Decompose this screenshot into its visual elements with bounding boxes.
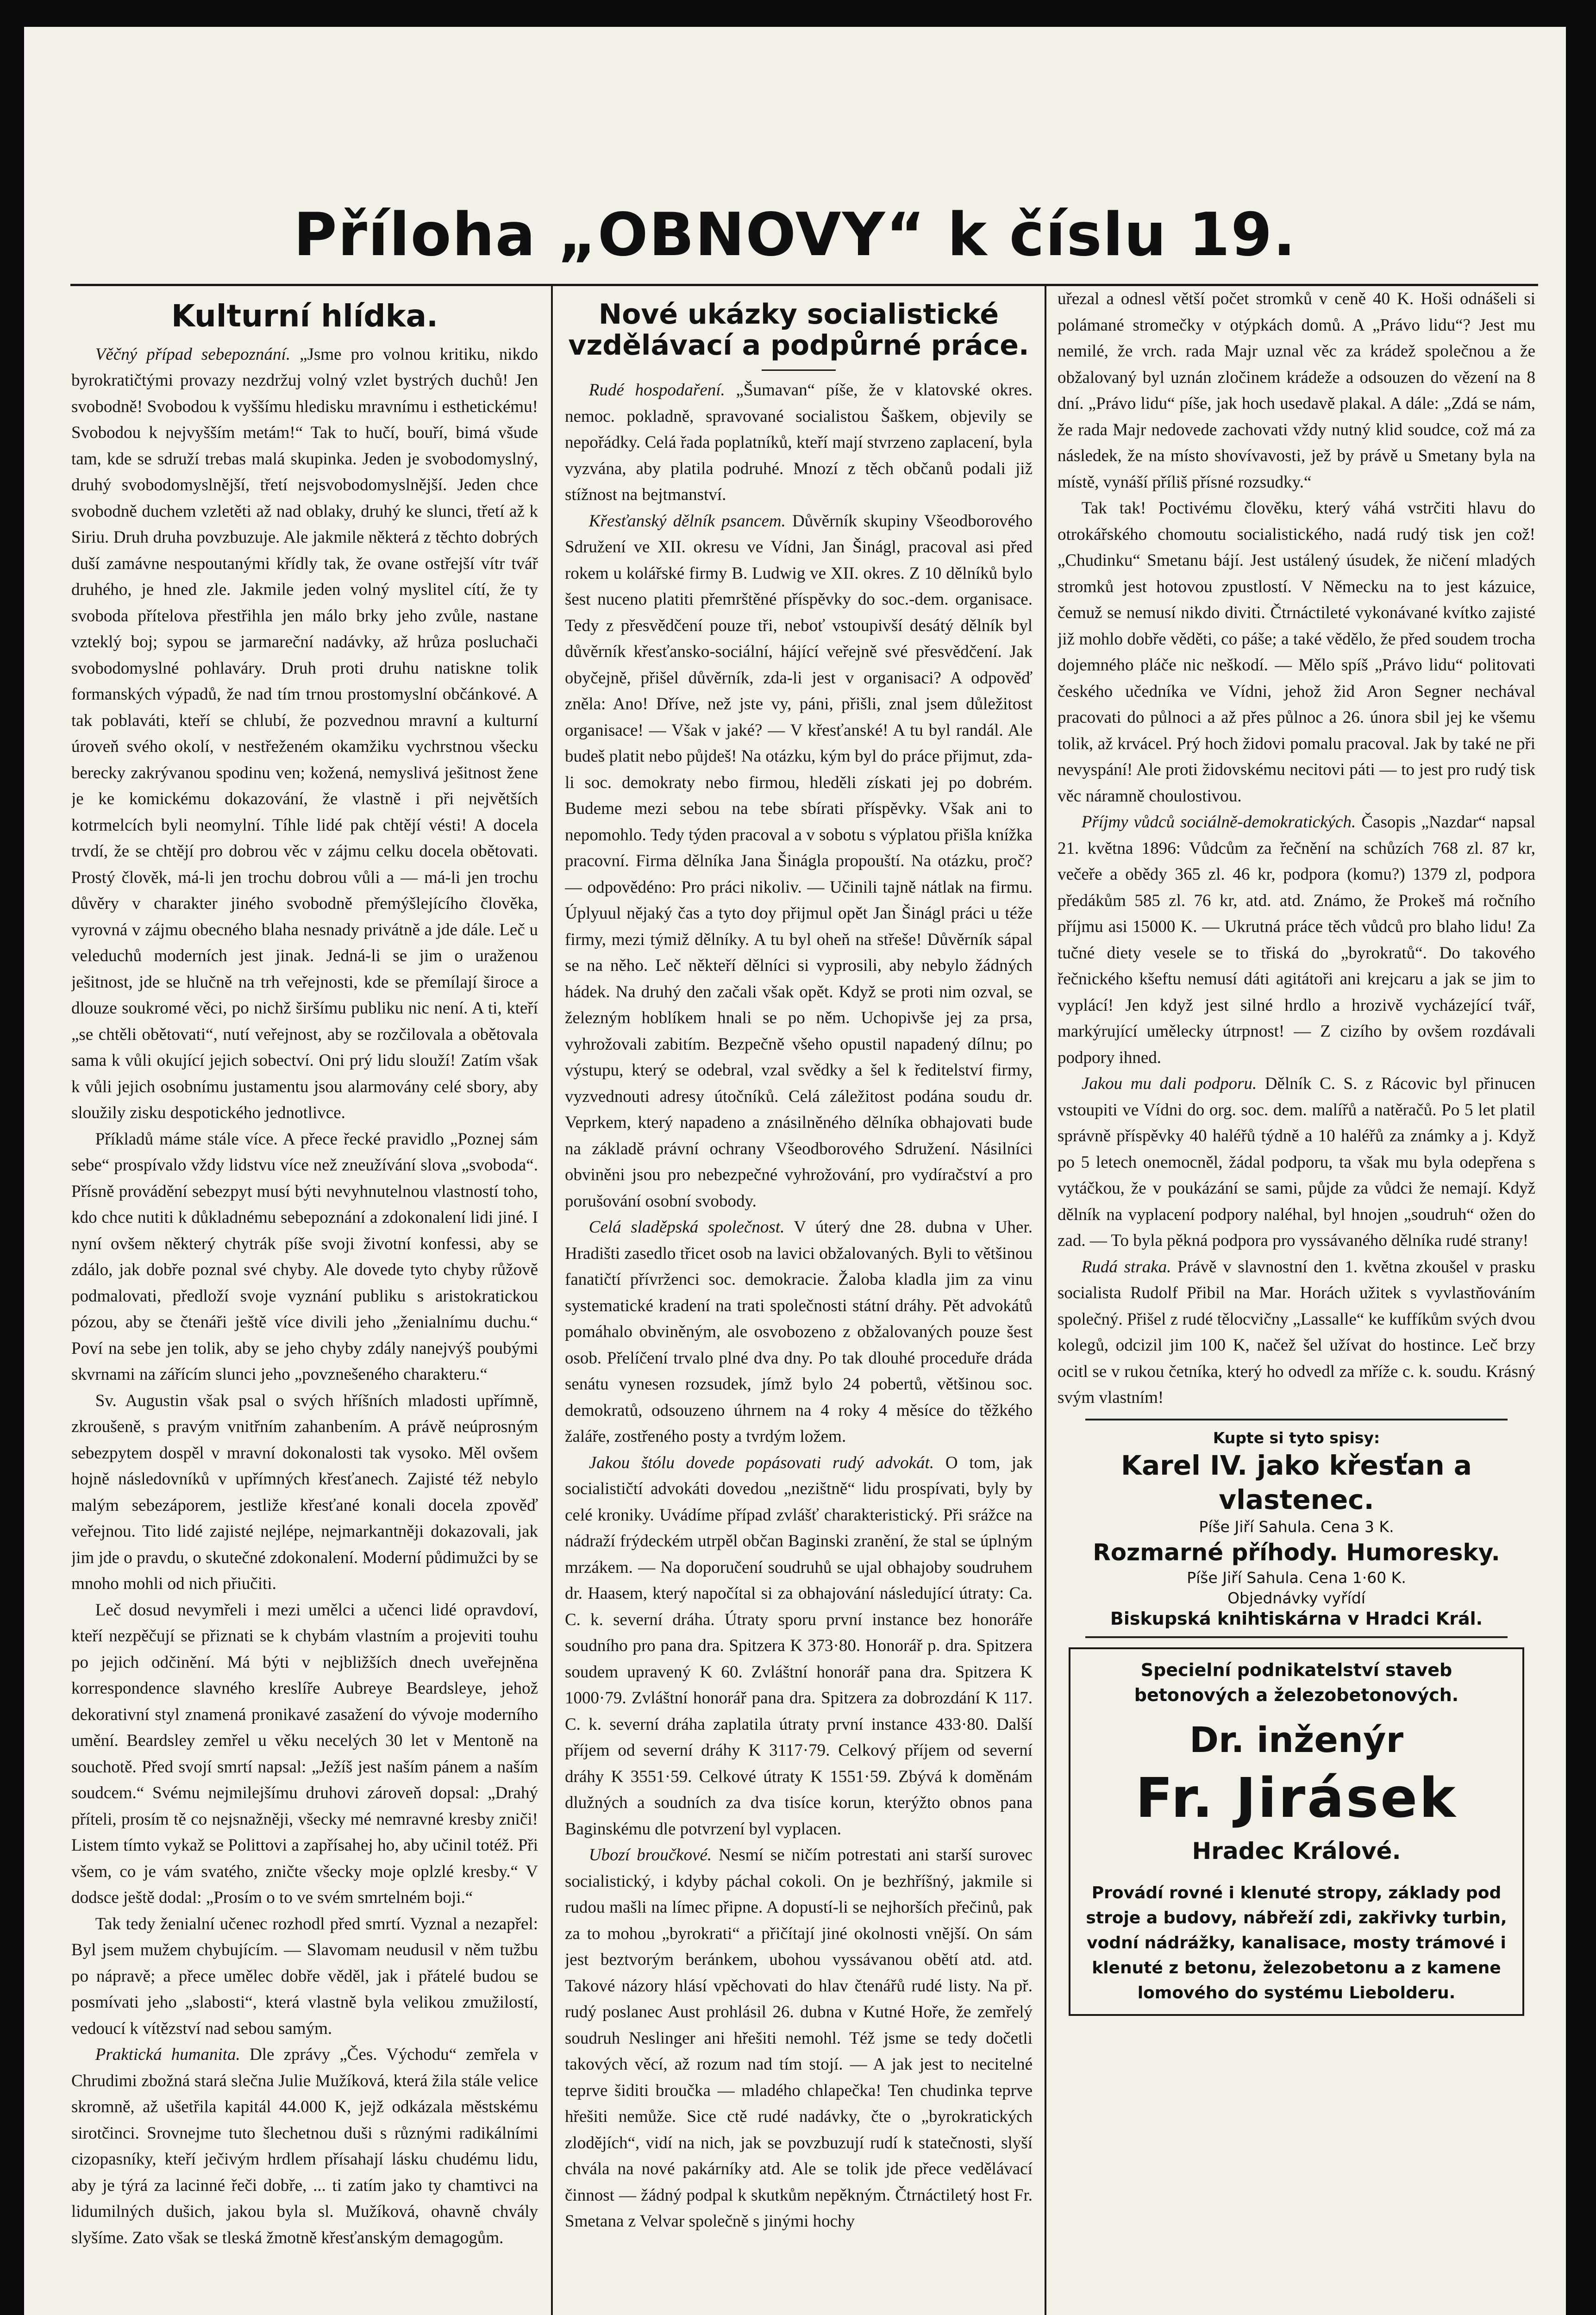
column-culture: [71, 286, 538, 2315]
article-paragraph: Tak tedy ženialní učenec rozhodl před smrtí. Vyznal a nezapřel: Byl jsem mužem chybujícím. — Slavomam neudusil v něm tužbu po nápravě; a přece umělec dobře věděl, jak i přátelé budou se posmívati jeho „slabosti“, která vlastně byla velikou zmužilostí, vedoucí k vítězství nad sebou samým.: [71, 1914, 538, 2038]
paragraph-lead: Rudé hospodaření.: [588, 381, 725, 400]
article-paragraph: [1058, 1254, 1535, 1411]
article-paragraph: Tak tak! Poctivému člověku, který váhá vstrčiti hlavu do otrokářského chomoutu socialistického, nadá rudý tisk jen což! „Chudinku“ Smetanu bájí. Jest ustálený úsudek, že ničení mladých stromků jest hotovou zpustlostí. V Německu na to jest kázuice, čemuž se nemusí nikdo diviti. Čtrnáctileté vykonávané kvítko zajisté již mohlo dobře věděti, co páše; a také vědělo, že před soudem trocha dojemného pláče nic neškodí. — Mělo spíš „Právo lidu“ politovati českého učedníka ve Vídni, jehož žid Aron Segner nechával pracovati do půlnoci a až přes půlnoc a 26. února sbil jej ke všemu tolik, až krvácel. Prý hoch židovi pomalu pracoval. Jak by také ne při nevyspání! Ale proti židovskému necitovi páti — to jest pro rudý tisk věc náramně choulostivou.: [1058, 499, 1535, 806]
column-socialist-news: [565, 286, 1033, 2315]
paragraph-text: „Jsme pro volnou kritiku, nikdo byrokratičtými provazy nezdržuj volný vzlet bystrých duchů! Jen svobodně! Svobodou k vyššímu hledisku mravnímu i esthetickému! Svobodou k nejvyšším metám!“ Tak to hučí, bouří, bimá všude tam, kde se sdruží trebas malá skupinka. Jeden je svobodomyslný, druhý svobodomyslnější, třetí nejsvobodomyslnější. Jeden chce svobodně duchem vzletěti až nad oblaky, druhý ke slunci, třetí až k Siriu. Druh druha povzbuzuje. Ale jakmile některá z těchto dobrých duší zamávne nespoutanými křídly tak, že ovane ostřejší vítr tvář druhého, je hned zle. Jakmile jeden volný myslitel cítí, že ty svoboda přítelova přestřihla jen málo brky jeho zvůle, nastane vzteklý boj; sypou se jarmareční nadávky, až hrůza posluchači svobodomyslné pohlaváry. Druh proti druhu natiskne tolik formanských výpadů, že nad tím trnou prostomyslní občánkové. A tak poblaváti, kteří se chlubí, že pozvednou mravní a kulturní úroveň svého okolí, v nestřeženém okamžiku vychrstnou všecku berecky zakrývanou spodinu ven; kožená, nemyslivá ješitnost žene je ke komickému dokazování, že vlastně i při největších kotrmelcích byli neomylní. Tíhle lidé pak chtějí vésti! A docela trvdí, že se chtějí pro dobrou věc v zájmu celku docela obětovati. Prostý člověk, má-li jen trochu dobrou vůli a — má-li jen trochu důvěry v charakter jiného svobodně přemýšlejícího člověka, vyrovná v zájmu obecného blaha nesnady privátně a jde dále. Leč u veleduchů moderních jest jinak. Jedná-li se jim o uraženou ješitnost, jde se hlučně na trh veřejnosti, kde se přemílají široce a dlouze soukromé věci, po nichž širšímu publiku nic není. A ti, kteří „se chtěli obětovati“, nutí veřejnost, aby se rozčilovala a obětovala sama k vůli okující jejich sobectví. Oni prý lidu slouží! Zatím však k vůli jejich osobnímu justamentu jsou alarmovány celé sbory, aby sloužily zisku despotického jednotlivce.: [71, 344, 538, 1123]
paragraph-lead: Jakou mu dali podporu.: [1081, 1074, 1257, 1093]
column-divider-2: [1045, 286, 1046, 2315]
ad-order-note: Objednávky vyřídí: [1227, 1589, 1365, 1607]
paragraph-text: Dle zprávy „Čes. Východu“ zemřela v Chrudimi zbožná stará slečna Julie Mužíková, která žila stále velice skromně, až ušetřila kapitál 44.000 K, jejž odkázala městskému sirotčinci. Srovnejme tuto šlechetnou duši s různými radikálními cizopasníky, kteří ječivým hrdlem přísahají lásku chudému lidu, aby je týrá za lacinné řeči dobře, ... ti zatím jako ty chamtivci na lidumilných dušich, jakou byla sl. Mužíková, ohavně chvály slyšíme. Zato však se tleská žmotně křesťanským demagogům.: [71, 2045, 538, 2247]
article-paragraph: Sv. Augustin však psal o svých hříšních mladosti upřímně, zkroušeně, s pravým vnitřním zahanbením. A právě neúprosným sebezpytem dospěl v mravní dokonalosti tak vysoko. Měl ovšem hojně následovníků v upřímných křesťanech. Zajisté též nebylo malým sebezáporem, jestliže křesťané konali docela zpověď veřejnou. Tito lidé zajisté nejlépe, nejmarkantněji dokazovali, jak jim jde o pravdu, o skutečné zdokonalení. Moderní půdimužci by se mnoho mohli od nich přiučiti.: [71, 1391, 538, 1594]
paragraph-lead: Ubozí broučkové.: [588, 1846, 712, 1865]
article-paragraph: Leč dosud nevymřeli i mezi umělci a učenci lidé opravdoví, kteří nezpěčují se přiznati se k chybám vlastním a projeviti touhu po jejich odčinění. Má býti v nejbližších dnech uveřejněna korrespondence slavného kreslíře Aubreye Beardsleye, jehož dekorativní styl znamená pronikavé zasažení do vývoje moderního umění. Beardsley zemřel u věku necelých 30 let v Mentoně na souchotě. Před svojí smrtí napsal: „Ježíš jest naším pánem a naším soudcem.“ Svému nejmilejšímu druhovi zároveň dopsal: „Drahý příteli, prosím tě co nejsnažněji, všecky mé nemravné kresby zniči! Listem tímto vykaž se Polittovi a zapřísahej ho, aby učinil totéž. Při všem, co je vám svatého, zničte všecky moje oplzlé kresby.“ V dodsce ještě dodal: „Prosím o to ve svém smrtelném boji.“: [71, 1600, 538, 1908]
paragraph-text: „Šumavan“ píše, že v klatovské okres. nemoc. pokladně, spravované socialistou Šaškem, objevily se nepořádky. Celá řada poplatníků, kteří mají stvrzeno zaplacení, byla vyzvána, aby platila podruhé. Mnozí z těch občanů podali již stížnost na bejtmanství.: [565, 381, 1033, 505]
ad-book-info-2: Píše Jiří Sahula. Cena 1·60 K.: [1187, 1568, 1406, 1587]
paragraph-lead: Praktická humanita.: [95, 2045, 240, 2065]
paragraph-text: Právě v slavnostní den 1. května zkoušel v prasku socialista Rudolf Přibil na Mar. Horách užitek s vyvlastňováním společný. Přišel z rudé tělocvičny „Lassalle“ ke kuffíkům svých dvou kolegů, odcizil jim 100 K, načež šel užívat do hostince. Leč brzy ocitl se v rukou četníka, který ho odvedl za mříže c. k. soudu. Krásný svým vlastním!: [1058, 1257, 1535, 1407]
box-city: Hradec Králové.: [1192, 1837, 1401, 1865]
article-paragraph: [71, 2042, 538, 2251]
article-paragraph: [565, 377, 1033, 508]
ad-intro: Kupte si tyto spisy:: [1213, 1428, 1380, 1447]
paragraph-lead: Jakou štólu dovede popásovati rudý advokát.: [588, 1453, 934, 1472]
box-line-1: Specielní podnikatelství staveb: [1140, 1659, 1452, 1680]
article-paragraph: [565, 1214, 1033, 1450]
box-company-name: Fr. Jirásek: [1135, 1765, 1458, 1830]
paragraph-lead: Věčný případ sebepoznání.: [95, 344, 291, 364]
paragraph-text: Nesmí se ničím potrestati ani starší surovec socialistický, i kdyby páchal cokoli. On je bezhříšný, jakmile si rudou mašli na límec připne. A dopustí-li se nejhorších přečinů, pak za to mohou „byrokrati“ a přičítají jiné okolnosti vnější. On sám jest beztvorým beránkem, ubohou vyssávanou obětí atd. atd. Takové názory hlásí vpěchovati do hlav čtenářů rudé listy. Na př. rudý poslanec Aust prohlásil 26. dubna v Kutné Hoře, že zemřelý soudruh Neslinger ani hřešiti nemohl. Též jsme se tedy dočetli takových věcí, až rozum nad tím stojí. — A jak jest to necitelné teprve šiditi broučka — mladého chlapečka! Ten chudinka teprve hřešiti nemůže. Sice ctě rudé nadávky, čte o „byrokratických zlodějích“, vidí na nich, jak se povzbuzují rudí k statečnosti, slyší chvála na nové pakárníky atd. Ale se tolik jde přece vedělávací činnost — žádný podpal k skutkům nepěkným. Čtrnáctiletý host Fr. Smetana z Velvar společně s jinými hochy: [565, 1846, 1033, 2231]
paragraph-lead: Křesťanský dělník psancem.: [588, 511, 786, 531]
box-services: Provádí rovné i klenuté stropy, základy pod stroje a budovy, nábřeží zdi, zakřivky turbin, vodní nádrážky, kanalisace, mosty trámové i klenuté z betonu, železobetonu a z kamene lomového do systému Liebolderu.: [1086, 1883, 1507, 2002]
construction-advertisement: [1069, 1647, 1524, 2016]
paragraph-text: Časopis „Nazdar“ napsal 21. května 1896: Vůdcům za řečnění na schůzích 768 zl. 87 kr, večeře a obědy 365 zl. 46 kr, podpora (komu?) 1379 zl, podpora předákům 585 zl. 76 kr, atd. atd. Známo, že Prokeš má ročního příjmu asi 15000 K. — Ukrutná práce těch vůdců pro blaho lidu! Za tučné diety vesele se to třiská do „byrokratů“. Do takového řečnického kšeftu nemusí dáti agitátoři ani krejcaru a jak se jim to vyplácí! Jen když jest silné hrdlo a hrozivě vycházející tvář, markýrující umělecky útrpnost! — Z cizího by ovšem rozdávali podpory ihned.: [1058, 813, 1535, 1067]
ad-book-title-2: Rozmarné příhody. Humoresky.: [1093, 1539, 1500, 1566]
heading-nove-ukazky: Nové ukázky socialistické vzdělávací a podpůrné práce.: [568, 298, 1029, 362]
box-line-2: betonových a železobetonových.: [1134, 1684, 1459, 1705]
paragraph-lead: Celá sladěpská společnost.: [588, 1218, 785, 1237]
column-divider-1: [551, 286, 553, 2315]
ad-book-info-1: Píše Jiří Sahula. Cena 3 K.: [1199, 1517, 1394, 1536]
page-title: Příloha „OBNOVY“ k číslu 19.: [293, 200, 1297, 269]
heading-underline: [762, 369, 836, 371]
paragraph-lead: Rudá straka.: [1081, 1257, 1171, 1276]
ad-separator: [1085, 1636, 1508, 1638]
paragraph-text: Dělník C. S. z Rácovic byl přinucen vstoupiti ve Vídni do org. soc. dem. malířů a natěračů. Po 5 let platil správně příspěvky 40 haléřů týdně a 10 haléřů za známky a j. Když po 5 letech onemocněl, žádal podporu, ta však mu byla odepřena s vytáčkou, že v poukázání se sami, půjde za vůdci že nemají. Když dělník na vyplacení podpory naléhal, byl hnojen „soudruh“ ožen do zad. — To byla pěkná podpora pro vyssávaného dělníka rudé strany!: [1058, 1074, 1535, 1250]
paragraph-lead: Příjmy vůdců sociálně-demokratických.: [1081, 813, 1356, 832]
book-advertisement: [1058, 1428, 1535, 1629]
ad-separator: [1085, 1419, 1508, 1420]
column-continued-and-ads: [1058, 286, 1535, 2315]
newspaper-page: [24, 27, 1566, 2315]
article-paragraph: Příkladů máme stále více. A přece řecké pravidlo „Poznej sám sebe“ prospívalo vždy lidstvu více než zneužívání slova „svoboda“. Přísně provádění sebezpyt musí býti nevyhnutelnou vlastností toho, kdo chce nutiti k důkladnému sebepoznání a zdokonalení lidi jiné. I nyní ovšem některý chytrák píše svoji životní konfessi, aby se zdálo, jak dobře poznal své chyby. Ale dovede tyto chyby růžově podmalovati, předloží svoje vyznání publiku s aristokratickou pózou, aby se čtenáři ještě více divili jeho „ženialnímu duchu.“ Poví na sebe jen tolik, aby se jeho chyby zdály nanejvýš poubými skvrnami na zářícím slunci jeho „povznešeného charakteru.“: [71, 1129, 538, 1384]
article-paragraph: [565, 508, 1033, 1215]
ad-book-title-1: Karel IV. jako křesťan a vlastenec.: [1121, 1449, 1472, 1515]
article-paragraph: [71, 342, 538, 1126]
paragraph-text: O tom, jak socialističtí advokáti dovedou „nezištně“ lidu prospívati, byly by celé kroniky. Uvádíme případ zvlášť charakteristický. Při srážce na nádraží frýdeckém utrpěl občan Baginski zranění, že stal se úplným mrzákem. — Na doporučení soudruhů se ujal obhajoby soudruhem dr. Haasem, který napočítal si za obhajování následující útraty: Ca. C. k. severní dráha. Útraty sporu první instance bez honoráře soudního pro pana dra. Spitzera K 373·80. Honorář p. dra. Spitzera soudem upravený K 60. Zvláštní honorář pana dra. Spitzera K 1000·79. Zvláštní honorář pana dra. Spitzera za dobrozdání K 117. C. k. severní dráha zaplatila útraty první instance 433·80. Další příjem od severní dráhy K 3117·79. Celkový příjem od severní dráhy K 3551·59. Celkové útraty K 1551·59. Zbývá k doměnám dlužných a soudních za dva tisíce korun, kterýžto obnos pana Baginskému dle potvrzení byl vyplacen.: [565, 1453, 1033, 1839]
paragraph-text: Důvěrník skupiny Všeodborového Sdružení ve XII. okresu ve Vídni, Jan Šinágl, pracoval asi před rokem u kolářské firmy B. Ludwig ve XII. okres. Z 10 dělníků bylo šest nuceno platiti přemrštěné příspěvky do soc.-dem. organisace. Tedy z přesvědčení pouze tři, neboť vstoupivší desátý dělník byl důvěrník křesťansko-sociální, hájící veřejně své přesvědčení. Jak obyčejně, přišel důvěrník, zda-li jest v organisaci? A odpověď zněla: Ano! Dříve, než jste vy, páni, přišli, znal jsem důležitost organisace! — Však v jaké? — V křesťanské! A tu byl randál. Ale budeš platit nebo půjdeš! Na otázku, kým byl do práce přijmut, zda-li soc. demokraty nebo firmou, hleděli získati jej po dobrém. Budeme mezi sebou na tebe sbírati příspěvky. Však ani to nepomohlo. Tedy týden pracoval a v sobotu s výplatou přišla knížka pracovní. Firma dělníka Jana Šinágla propouští. Na otázku, proč? — odpovědéno: Pro práci nikoliv. — Učinili tajně nátlak na firmu. Úplyuul nějaký čas a tyto doy přijmul opět Jan Šinágl práci u téže firmy, mezi týmiž dělníky. A tu byl oheň na střeše! Důvěrník sápal se na něho. Leč někteří dělníci si vyprosili, aby nebylo žádných hádek. Na druhý den začali však opět. Když se proti nim ozval, se železným hoblíkem hnali se po něm. Uchopivše jej za prsa, vyhrožovali zabitím. Bezpečně všeho opustil napadený dílnu; po výstupu, který se odebral, vzal svědky a šel k ředitelství firmy, vyzvednouti adresy útočníků. Celá záležitost podána soudu dr. Veprkem, který napadeno a znásilněného dělníka obhajovati bude na základě právní ochrany Všeodborového Sdružení. Násilníci obviněni jsou pro nebezpečné vyhrožování, pro vydíračství a pro porušování osobní svobody.: [565, 511, 1033, 1211]
article-paragraph: [565, 1842, 1033, 2235]
article-paragraph: [565, 1450, 1033, 1843]
article-paragraph: uřezal a odnesl větší počet stromků v ceně 40 K. Hoši odnášeli si polámané stromečky v otýpkách domů. A „Právo lidu“? Jest mu nemilé, že vrch. rada Majr uznal věc za krádež společnou a že obžalovaný byl uznán zločinem krádeže a odsouzen do vězení na 8 dní. „Právo lidu“ píše, jak hoch usedavě plakal. A dále: „Zdá se nám, že rada Majr nedovede zachovati vždy nutný klid soudce, což má za následek, že na místo shovívavosti, jež by právě u Smetany byla na místě, vynáší příliš přísné rozsudky.“: [1058, 289, 1535, 492]
article-paragraph: [1058, 809, 1535, 1071]
heading-kulturni-hlidka: Kulturní hlídka.: [171, 298, 438, 334]
box-doctor-title: Dr. inženýr: [1189, 1719, 1404, 1760]
ad-publisher: Biskupská knihtiskárna v Hradci Král.: [1110, 1608, 1483, 1629]
paragraph-text: V úterý dne 28. dubna v Uher. Hradišti zasedlo třicet osob na lavici obžalovaných. Byli to většinou fanatičtí přívrženci soc. demokracie. Žaloba kladla jim za vinu systematické kradení na trati společnosti státní dráhy. Pět advokátů pomáhalo obviněným, ale osvobozeno z obžalovaných pouze šest osob. Přelíčení trvalo plné dva dny. Po tak dlouhé proceduře dráda senátu vynesen rozsudek, jímž bylo 24 pobertů, většinou soc. demokratů, odsouzeno úhrnem na 4 roky 4 měsíce do těžkého žaláře, zostřeného posty a tvrdým ložem.: [565, 1218, 1033, 1446]
article-paragraph: [1058, 1071, 1535, 1254]
